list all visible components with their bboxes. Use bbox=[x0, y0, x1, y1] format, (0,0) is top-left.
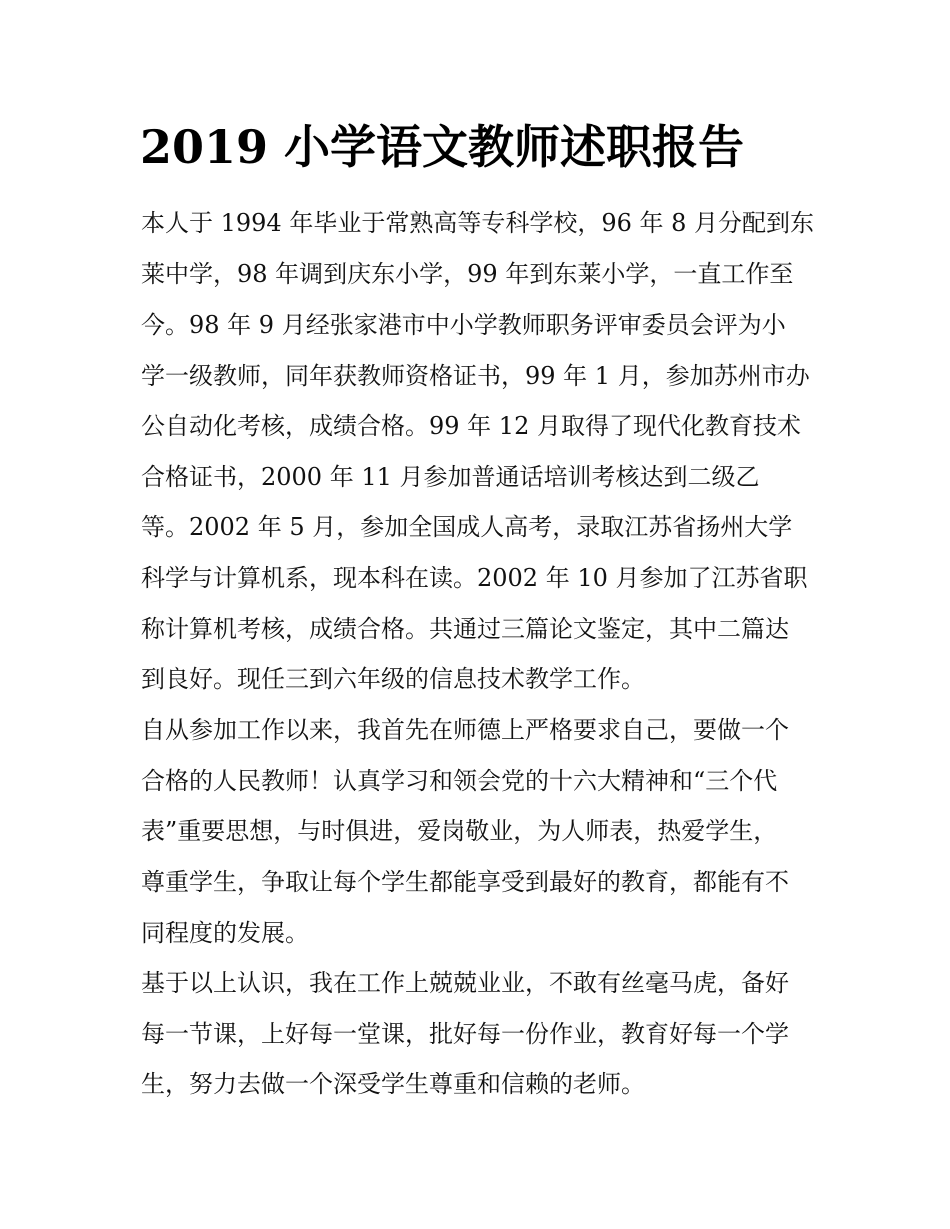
document-title: 2019 小学语文教师述职报告 bbox=[140, 120, 745, 174]
paragraph-1-line-1: 本人于 1994 年毕业于常熟高等专科学校，96 年 8 月分配到东 bbox=[141, 209, 815, 237]
paragraph-2-line-5: 同程度的发展。 bbox=[141, 919, 309, 947]
paragraph-1-line-4: 学一级教师，同年获教师资格证书，99 年 1 月，参加苏州市办 bbox=[141, 362, 810, 390]
paragraph-2-line-2: 合格的人民教师！认真学习和领会党的十六大精神和“三个代 bbox=[141, 767, 778, 795]
paragraph-2-line-1: 自从参加工作以来，我首先在师德上严格要求自己，要做一个 bbox=[141, 716, 789, 744]
paragraph-3-line-1: 基于以上认识，我在工作上兢兢业业，不敢有丝毫马虎，备好 bbox=[141, 969, 789, 997]
paragraph-1-line-8: 科学与计算机系，现本科在读。2002 年 10 月参加了江苏省职 bbox=[141, 564, 808, 592]
paragraph-3-line-2: 每一节课，上好每一堂课，批好每一份作业，教育好每一个学 bbox=[141, 1020, 789, 1048]
paragraph-1-line-7: 等。2002 年 5 月，参加全国成人高考，录取江苏省扬州大学 bbox=[141, 513, 793, 541]
paragraph-1-line-5: 公自动化考核，成绩合格。99 年 12 月取得了现代化教育技术 bbox=[141, 412, 801, 440]
paragraph-1-line-3: 今。98 年 9 月经张家港市中小学教师职务评审委员会评为小 bbox=[141, 311, 786, 339]
paragraph-3-line-3: 生，努力去做一个深受学生尊重和信赖的老师。 bbox=[141, 1070, 645, 1098]
paragraph-1-line-2: 莱中学，98 年调到庆东小学，99 年到东莱小学，一直工作至 bbox=[141, 260, 794, 288]
paragraph-2-line-3: 表”重要思想，与时俱进，爱岗敬业，为人师表，热爱学生， bbox=[141, 817, 778, 845]
paragraph-1-line-10: 到良好。现任三到六年级的信息技术教学工作。 bbox=[141, 665, 645, 693]
paragraph-1-line-9: 称计算机考核，成绩合格。共通过三篇论文鉴定，其中二篇达 bbox=[141, 615, 789, 643]
paragraph-1-line-6: 合格证书，2000 年 11 月参加普通话培训考核达到二级乙 bbox=[141, 463, 760, 491]
paragraph-2-line-4: 尊重学生，争取让每个学生都能享受到最好的教育，都能有不 bbox=[141, 868, 789, 896]
